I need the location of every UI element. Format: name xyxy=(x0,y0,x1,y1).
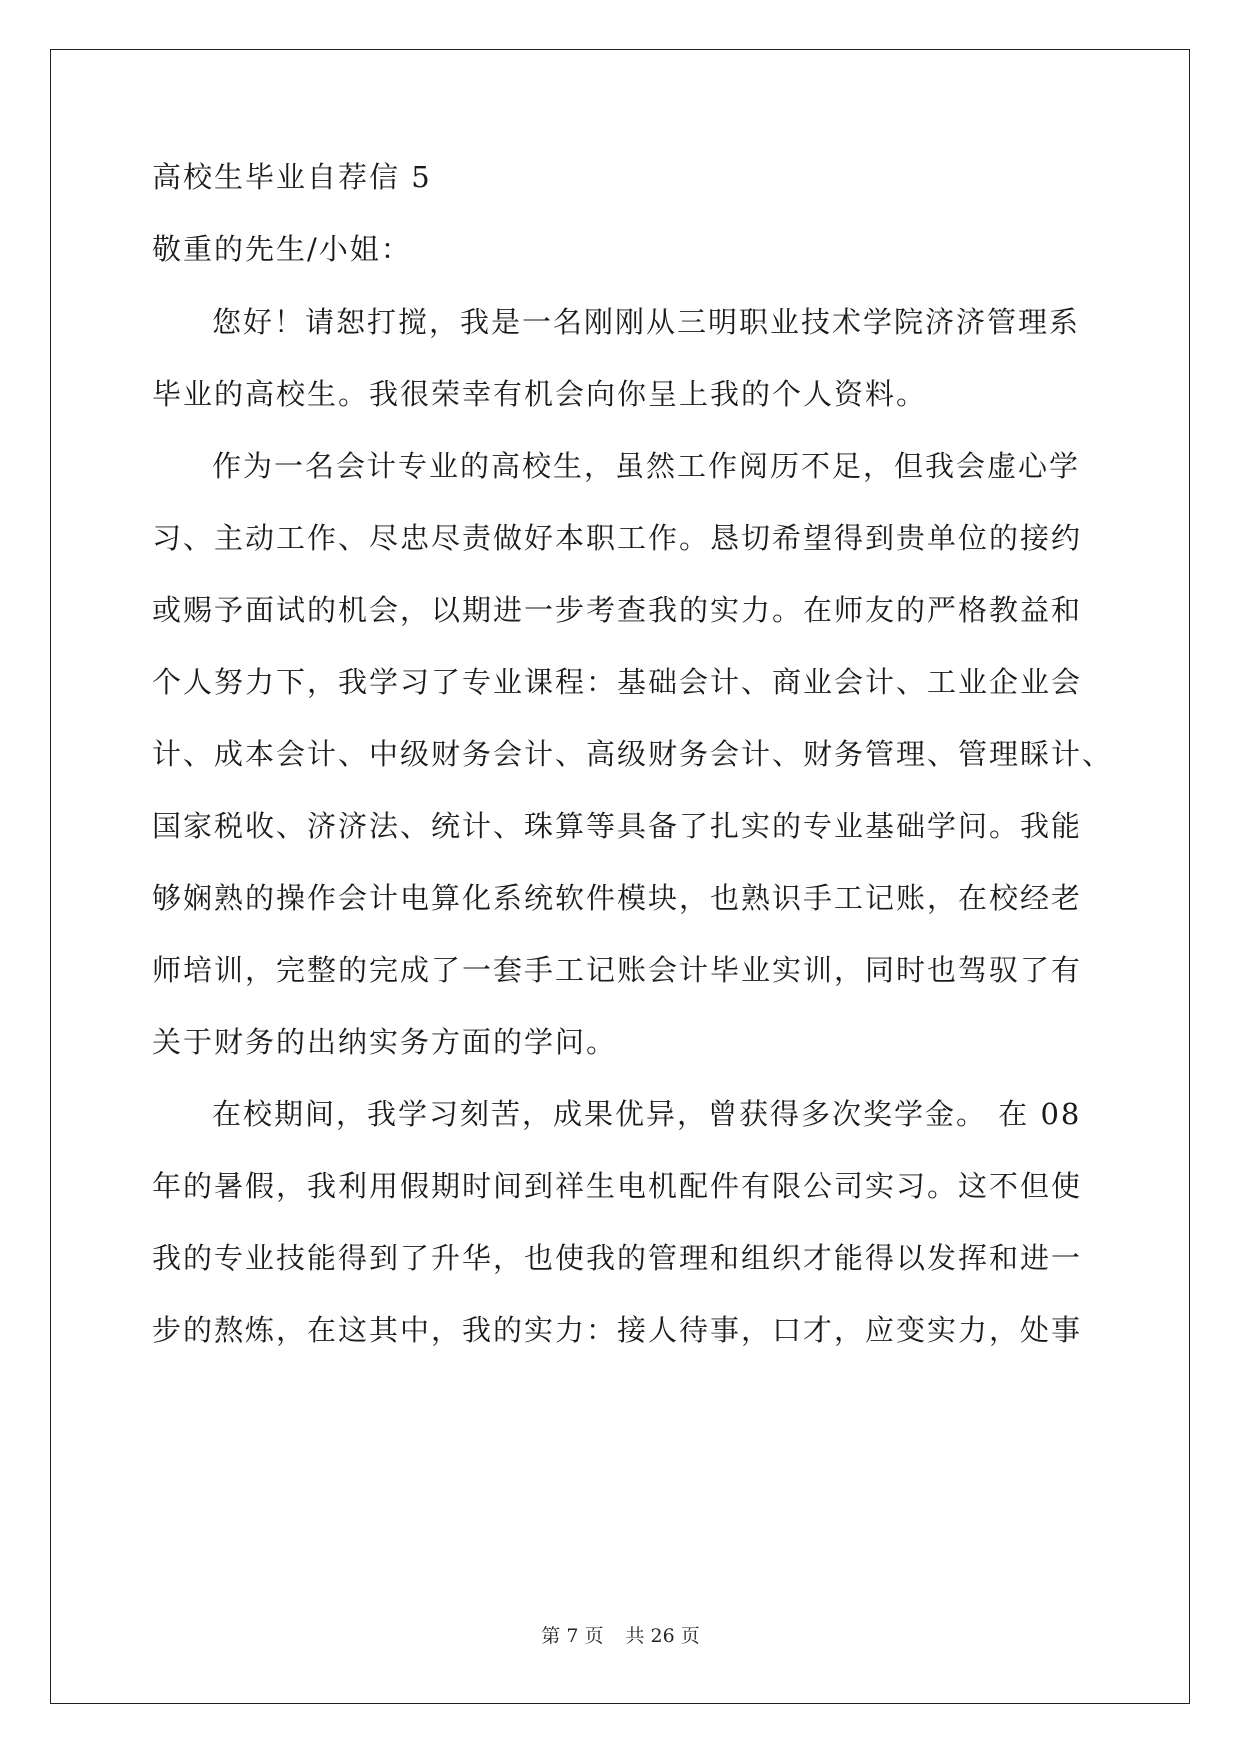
page-number-total: 共 26 页 xyxy=(625,1625,700,1647)
paragraph-line: 您好！请恕打搅，我是一名刚刚从三明职业技术学院济济管理系 xyxy=(212,305,1081,339)
paragraph-line: 够娴熟的操作会计电算化系统软件模块，也熟识手工记账，在校经老 xyxy=(152,881,1083,915)
paragraph-line: 师培训，完整的完成了一套手工记账会计毕业实训，同时也驾驭了有 xyxy=(152,953,1083,987)
paragraph-line: 年的暑假，我利用假期时间到祥生电机配件有限公司实习。这不但使 xyxy=(152,1169,1083,1203)
paragraph-line: 个人努力下，我学习了专业课程：基础会计、商业会计、工业企业会 xyxy=(152,665,1083,699)
page-border xyxy=(50,49,1190,1704)
paragraph-line: 关于财务的出纳实务方面的学问。 xyxy=(152,1025,618,1059)
paragraph-line: 计、成本会计、中级财务会计、高级财务会计、财务管理、管理睬计、 xyxy=(152,737,1114,771)
page-number-current: 第 7 页 xyxy=(541,1625,604,1647)
paragraph-line: 国家税收、济济法、统计、珠算等具备了扎实的专业基础学问。我能 xyxy=(152,809,1083,843)
paragraph-line: 我的专业技能得到了升华，也使我的管理和组织才能得以发挥和进一 xyxy=(152,1241,1083,1275)
paragraph-line: 习、主动工作、尽忠尽责做好本职工作。恳切希望得到贵单位的接约 xyxy=(152,521,1083,555)
paragraph-line: 或赐予面试的机会，以期进一步考查我的实力。在师友的严格教益和 xyxy=(152,593,1083,627)
page-footer xyxy=(0,1624,1241,1648)
document-title: 高校生毕业自荐信 5 xyxy=(152,160,432,194)
paragraph-line: 在校期间，我学习刻苦，成果优异，曾获得多次奖学金。 在 08 xyxy=(212,1097,1082,1131)
paragraph-line: 作为一名会计专业的高校生，虽然工作阅历不足，但我会虚心学 xyxy=(212,449,1081,483)
paragraph-line: 步的熬炼，在这其中，我的实力：接人待事，口才，应变实力，处事 xyxy=(152,1313,1083,1347)
paragraph-line: 毕业的高校生。我很荣幸有机会向你呈上我的个人资料。 xyxy=(152,377,928,411)
salutation: 敬重的先生/小姐： xyxy=(152,232,412,266)
